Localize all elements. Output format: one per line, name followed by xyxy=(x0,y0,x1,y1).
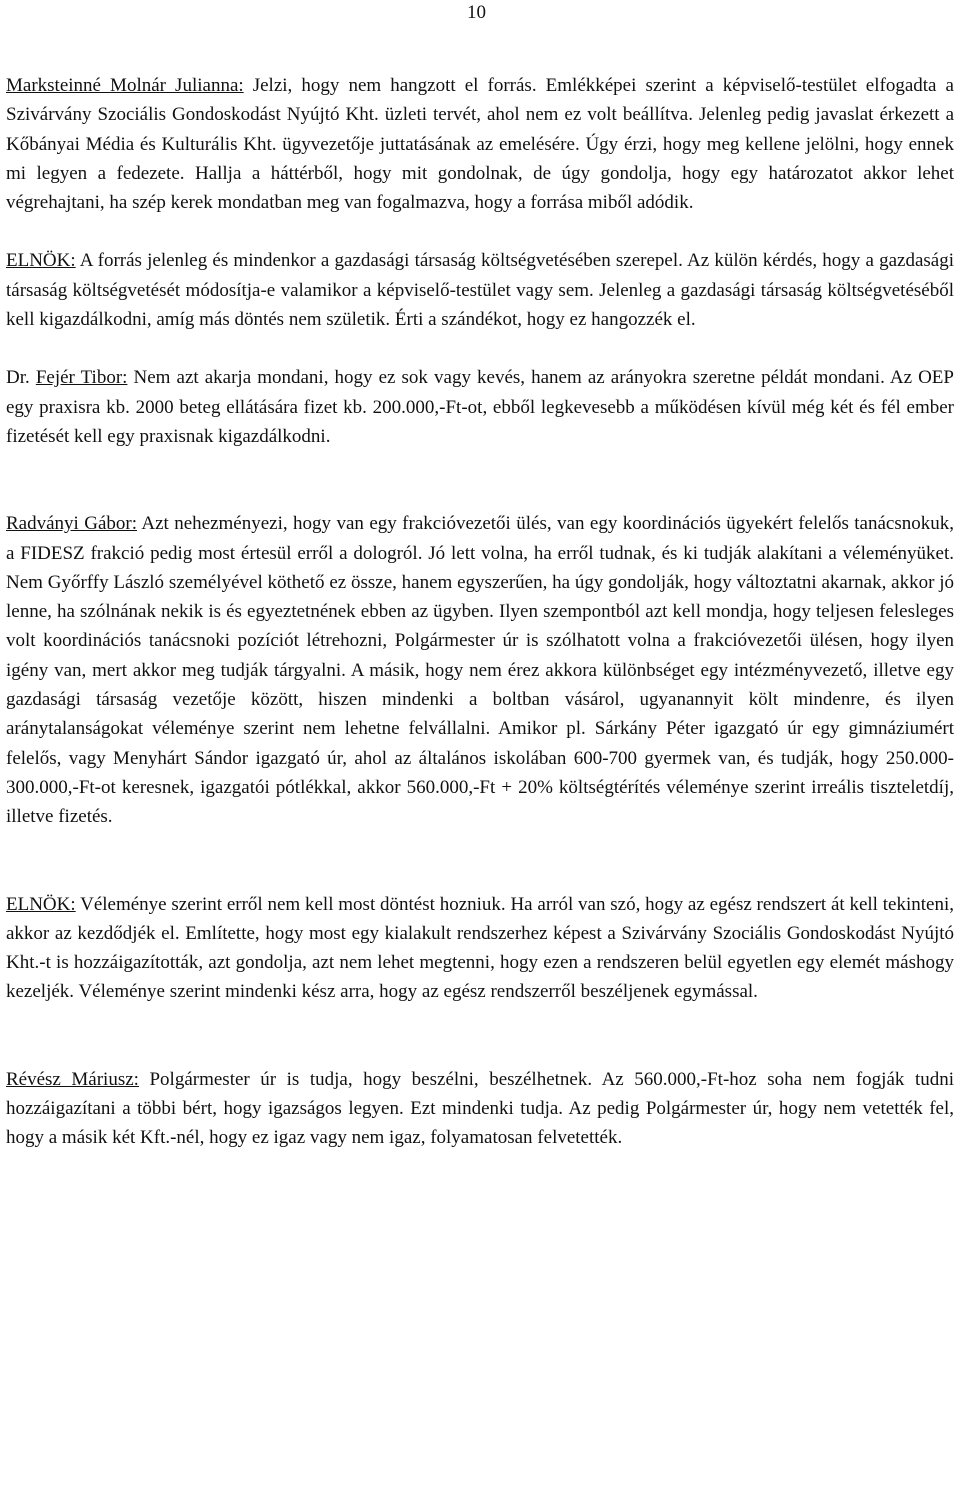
paragraph-text: Jelzi, hogy nem hangzott el forrás. Emlékképei szerint a képviselő-testület elfogadta a Szivárvány Szociális Gondoskodást Nyújtó Kht. üzleti tervét, ahol nem ez volt beállítva. Jelenleg pedig javaslat érkezett a Kőbányai Média és Kulturális Kht. ügyvezetője juttatásának az emelésére. Úgy érzi, hogy meg kellene jelölni, hogy ennek mi legyen a fedezete. Hallja a háttérből, hogy mit gondolnak, de úgy gondolja, hogy egy határozatot akkor lehet végrehajtani, ha szép kerek mondatban meg van fogalmazva, hogy a forrása miből adódik. xyxy=(6,75,954,214)
paragraph-elnok-1 xyxy=(6,246,954,334)
paragraph-revesz xyxy=(6,1065,954,1153)
paragraph-fejer xyxy=(6,363,954,451)
speaker-name: Radványi Gábor: xyxy=(6,513,137,535)
page-number: 10 xyxy=(467,2,486,23)
speaker-name: Révész Máriusz: xyxy=(6,1068,139,1090)
speaker-name: Marksteinné Molnár Julianna: xyxy=(6,75,244,96)
document-body xyxy=(6,71,954,1153)
speaker-name: ELNÖK: xyxy=(6,250,76,272)
paragraph-text: Polgármester úr is tudja, hogy beszélni, beszélhetnek. Az 560.000,-Ft-hoz soha nem fogják tudni hozzáigazítani a többi bért, hogy igazságos legyen. Ezt mindenki tudja. Az pedig Polgármester úr, hogy nem vetették fel, hogy a másik két Kft.-nél, hogy ez igaz vagy nem igaz, folyamatosan felvetették. xyxy=(6,1068,954,1149)
paragraph-marksteinne xyxy=(6,71,954,217)
paragraph-text: Nem azt akarja mondani, hogy ez sok vagy kevés, hanem az arányokra szeretne példát mondani. Az OEP egy praxisra kb. 2000 beteg ellátására fizet kb. 200.000,-Ft-ot, ebből legkevesebb a működésen kívül még két és fél ember fizetését kell egy praxisnak kigazdálkodni. xyxy=(6,367,954,447)
speaker-name: ELNÖK: xyxy=(6,893,76,915)
speaker-prefix: Dr. xyxy=(6,367,36,389)
paragraph-radvanyi xyxy=(6,509,954,831)
speaker-name: Fejér Tibor: xyxy=(35,367,128,389)
paragraph-text: Véleménye szerint erről nem kell most döntést hozniuk. Ha arról van szó, hogy az egész rendszert át kell tekinteni, akkor az kezdődjék el. Említette, hogy most egy kialakult rendszerhez képest a Szivárvány Szociális Gondoskodást Nyújtó Kht.-t is hozzáigazították, azt gondolja, azt nem lehet megtenni, hogy ezen a rendszeren belül egyetlen egy elemét máshogy kezeljék. Véleménye szerint mindenki kész arra, hogy az egész rendszerről beszéljenek egymással. xyxy=(6,893,954,1003)
paragraph-elnok-2 xyxy=(6,890,954,1007)
paragraph-text: Azt nehezményezi, hogy van egy frakcióvezetői ülés, van egy koordinációs ügyekért felelős tanácsnokuk, a FIDESZ frakció pedig most értesül erről a dologról. Jó lett volna, ha erről tudnak, és ki tudják alakítani a véleményüket. Nem Győrffy László személyével köthető ez össze, hanem egyszerűen, ha úgy gondolják, hogy változtatni akarnak, akkor jó lenne, ha szólnának nekik is és egyeztetnének ebben az ügyben. Ilyen szempontból azt kell mondja, hogy teljesen felesleges volt koordinációs tanácsnoki pozíciót létrehozni, Polgármester úr is szólhatott volna a frakcióvezetői ülésen, hogy ilyen igény van, mert akkor meg tudják tárgyalni. A másik, hogy nem érez akkora különbséget egy intézményvezető, illetve egy gazdasági társaság vezetője között, hiszen mindenki a boltban vásárol, ugyanannyit költ mindenre, és ilyen aránytalanságokat véleménye szerint nem lehetne felvállalni. Amikor pl. Sárkány Péter igazgató úr egy gimnáziumért felelős, vagy Menyhárt Sándor igazgató úr, ahol az általános iskolában 600-700 gyermek van, és tudják, hogy 250.000-300.000,-Ft-ot keresnek, igazgatói pótlékkal, akkor 560.000,-Ft + 20% költségtérítés véleménye szerint irreális tiszteletdíj, illetve fizetés. xyxy=(6,513,954,828)
paragraph-text: A forrás jelenleg és mindenkor a gazdasági társaság költségvetésében szerepel. Az külön kérdés, hogy a gazdasági társaság költségvetését módosítja-e valamikor a képviselő-testület vagy sem. Jelenleg a gazdasági társaság költségvetéséből kell kigazdálkodni, amíg más döntés nem születik. Érti a szándékot, hogy ez hangozzék el. xyxy=(6,250,954,331)
